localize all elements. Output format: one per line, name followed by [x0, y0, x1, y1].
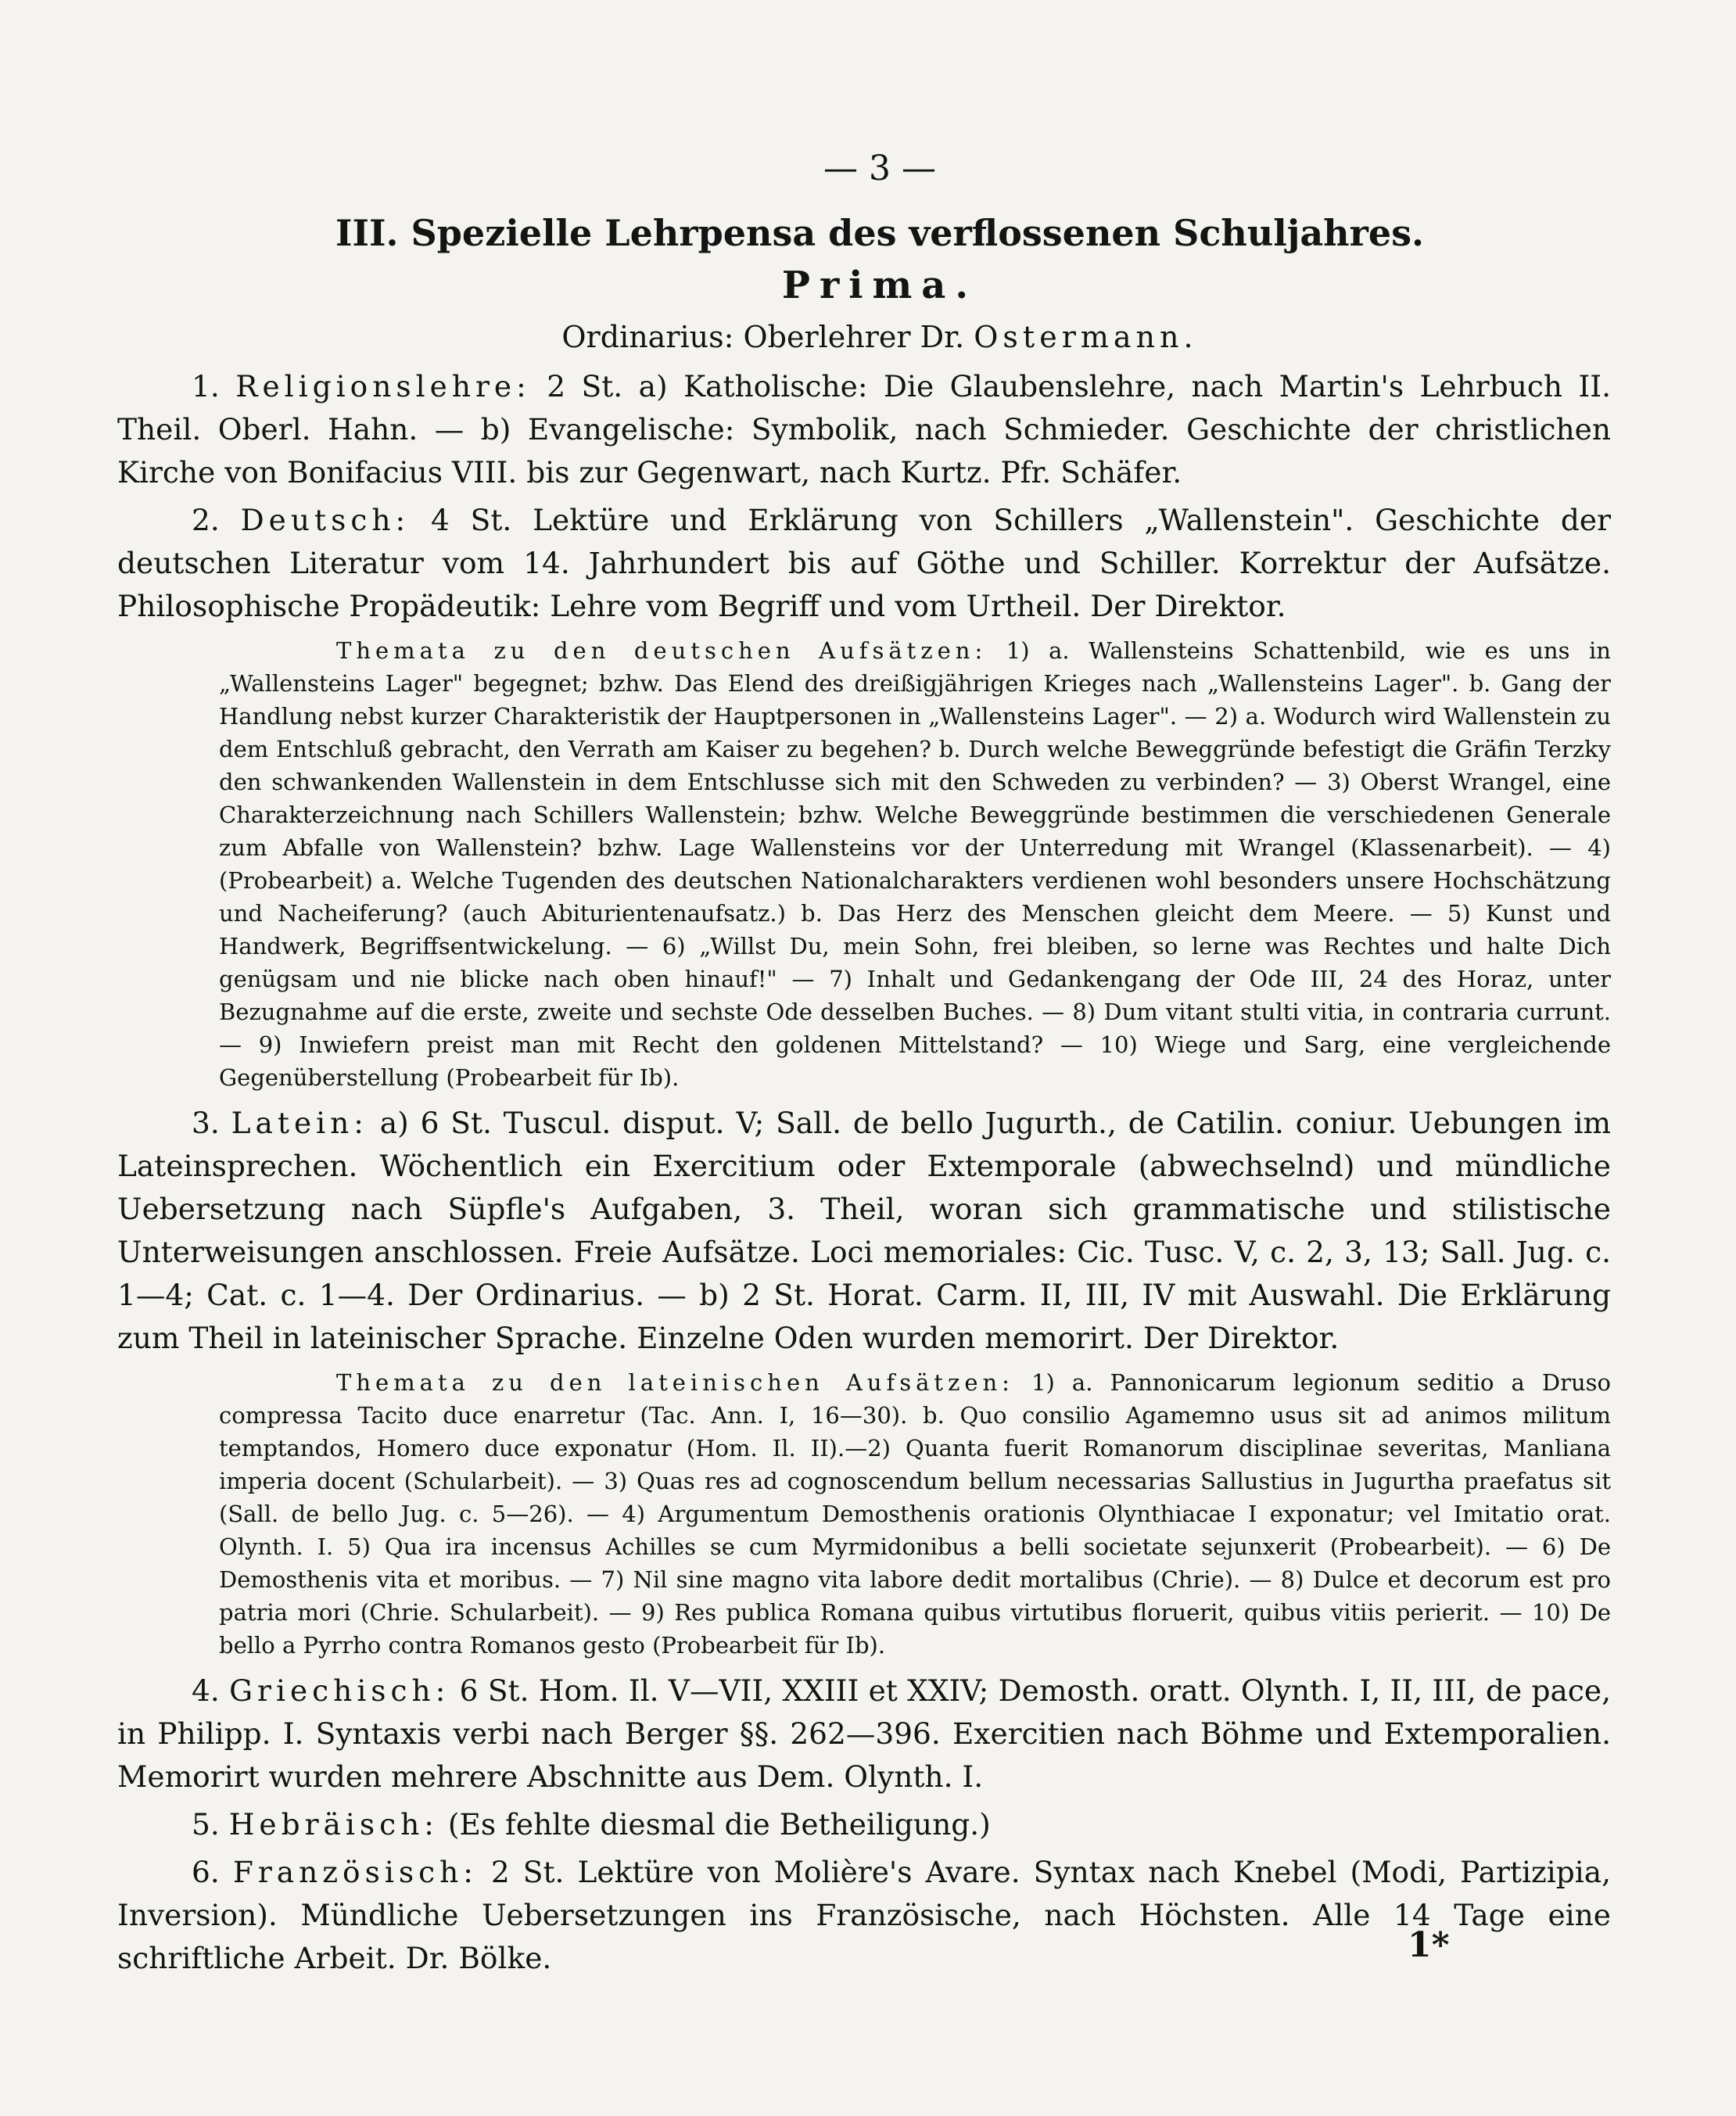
section-number: 3. — [192, 1106, 220, 1140]
section-subject: Hebräisch: — [228, 1807, 439, 1842]
section-franzoesisch — [117, 1851, 1611, 1980]
themes-german-label: Themata zu den deutschen Aufsätzen: — [336, 637, 988, 664]
section-subject: Religionslehre: — [235, 369, 531, 403]
section-number: 2. — [192, 503, 220, 537]
section-subject: Griechisch: — [229, 1673, 450, 1708]
section-text: a) 6 St. Tuscul. disput. V; Sall. de bello Jugurth., de Catilin. coniur. Uebungen im Lateinsprechen. Wöchentlich ein Exercitium oder Extemporale (abwechselnd) und mündliche Uebersetzung nach Süpfle's Aufgaben, 3. Theil, woran sich grammatische und stilistische Unterweisungen anschlossen. Freie Aufsätze. Loci memoriales: Cic. Tusc. V, c. 2, 3, 13; Sall. Jug. c. 1—4; Cat. c. 1—4. Der Ordinarius. — b) 2 St. Horat. Carm. II, III, IV mit Auswahl. Die Erklärung zum Theil in lateinischer Sprache. Einzelne Oden wurden memorirt. Der Direktor. — [117, 1106, 1612, 1355]
page-number: — 3 — — [823, 149, 936, 188]
themes-latin-label: Themata zu den lateinischen Aufsätzen: — [336, 1369, 1014, 1396]
section-subject: Französisch: — [232, 1855, 478, 1889]
ordinarius-line — [149, 320, 1611, 354]
ordinarius-name: Ostermann. — [974, 320, 1198, 354]
themes-latin — [219, 1366, 1611, 1662]
section-griechisch — [117, 1669, 1611, 1799]
section-text: (Es fehlte diesmal die Betheiligung.) — [447, 1807, 991, 1842]
section-hebraeisch — [117, 1803, 1611, 1846]
themes-latin-text: 1) a. Pannonicarum legionum seditio a Druso compressa Tacito duce enarretur (Tac. Ann. I, 16—30). b. Quo consilio Agamemno usus sit ad animos militum temptandos, Homero duce exponatur (Hom. Il. II).—2) Quanta fuerit Romanorum disciplinae severitas, Manliana imperia docent (Schularbeit). — 3) Quas res ad cognoscendum bellum necessarias Sallustius in Jugurtha praefatus sit (Sall. de bello Jug. c. 5—26). — 4) Argumentum Demosthenis orationis Olynthiacae I exponatur; vel Imitatio orat. Olynth. I. 5) Qua ira incensus Achilles se cum Myrmidonibus a belli societate sejunxerit (Probearbeit). — 6) De Demosthenis vita et moribus. — 7) Nil sine magno vita labore dedit mortalibus (Chrie). — 8) Dulce et decorum est pro patria mori (Chrie. Schularbeit). — 9) Res publica Romana quibus virtutibus floruerit, quibus vitiis perierit. — 10) De bello a Pyrrho contra Romanos gesto (Probearbeit für Ib). — [219, 1369, 1612, 1659]
section-text: 6 St. Hom. Il. V—VII, XXIII et XXIV; Demosth. oratt. Olynth. I, II, III, de pace, in Philipp. I. Syntaxis verbi nach Berger §§. 262—396. Exercitien nach Böhme und Extemporalien. Memorirt wurden mehrere Abschnitte aus Dem. Olynth. I. — [117, 1673, 1611, 1794]
section-number: 5. — [192, 1807, 220, 1842]
class-title: Prima. — [781, 264, 978, 307]
section-latein — [117, 1102, 1611, 1360]
section-deutsch — [117, 499, 1611, 628]
section-subject: Deutsch: — [240, 503, 411, 537]
section-text: 2 St. Lektüre von Molière's Avare. Syntax nach Knebel (Modi, Partizipia, Inversion). Mündliche Uebersetzungen ins Französische, nach Höchsten. Alle 14 Tage eine schriftliche Arbeit. Dr. Bölke. — [117, 1855, 1611, 1975]
ordinarius-label: Ordinarius: Oberlehrer Dr. — [561, 320, 965, 354]
section-number: 6. — [192, 1855, 220, 1889]
signature-mark: 1* — [1408, 1925, 1450, 1965]
section-number: 1. — [192, 369, 220, 403]
document-page — [117, 149, 1611, 1985]
section-religion — [117, 365, 1611, 494]
section-number: 4. — [192, 1673, 220, 1708]
themes-german — [219, 634, 1611, 1094]
section-heading: III. Spezielle Lehrpensa des verflossenen Schuljahres. — [335, 212, 1425, 254]
section-text: 4 St. Lektüre und Erklärung von Schillers „Wallenstein". Geschichte der deutschen Literatur vom 14. Jahrhundert bis auf Göthe und Schiller. Korrektur der Aufsätze. Philosophische Propädeutik: Lehre vom Begriff und vom Urtheil. Der Direktor. — [117, 503, 1612, 623]
themes-german-text: 1) a. Wallensteins Schattenbild, wie es uns in „Wallensteins Lager" begegnet; bzhw. Das Elend des dreißigjährigen Krieges nach „Wallensteins Lager". b. Gang der Handlung nebst kurzer Charakteristik der Hauptpersonen in „Wallensteins Lager". — 2) a. Wodurch wird Wallenstein zu dem Entschluß gebracht, den Verrath am Kaiser zu begehen? b. Durch welche Beweggründe befestigt die Gräfin Terzky den schwankenden Wallenstein in dem Entschlusse sich mit den Schweden zu verbinden? — 3) Oberst Wrangel, eine Charakterzeichnung nach Schillers Wallenstein; bzhw. Welche Beweggründe bestimmen die verschiedenen Generale zum Abfalle von Wallenstein? bzhw. Lage Wallensteins vor der Unterredung mit Wrangel (Klassenarbeit). — 4) (Probearbeit) a. Welche Tugenden des deutschen Nationalcharakters verdienen wohl besonders unsere Hochschätzung und Nacheiferung? (auch Abiturientenaufsatz.) b. Das Herz des Menschen gleicht dem Meere. — 5) Kunst und Handwerk, Begriffsentwickelung. — 6) „Willst Du, mein Sohn, frei bleiben, so lerne was Rechtes und halte Dich genügsam und nie blicke nach oben hinauf!" — 7) Inhalt und Gedankengang der Ode III, 24 des Horaz, unter Bezugnahme auf die erste, zweite und sechste Ode desselben Buches. — 8) Dum vitant stulti vitia, in contraria currunt. — 9) Inwiefern preist man mit Recht den goldenen Mittelstand? — 10) Wiege und Sarg, eine vergleichende Gegenüberstellung (Probearbeit für Ib). — [219, 637, 1611, 1091]
section-text: 2 St. a) Katholische: Die Glaubenslehre, nach Martin's Lehrbuch II. Theil. Oberl. Hahn. — b) Evangelische: Symbolik, nach Schmieder. Geschichte der christlichen Kirche von Bonifacius VIII. bis zur Gegenwart, nach Kurtz. Pfr. Schäfer. — [117, 369, 1612, 490]
section-subject: Latein: — [231, 1106, 368, 1140]
